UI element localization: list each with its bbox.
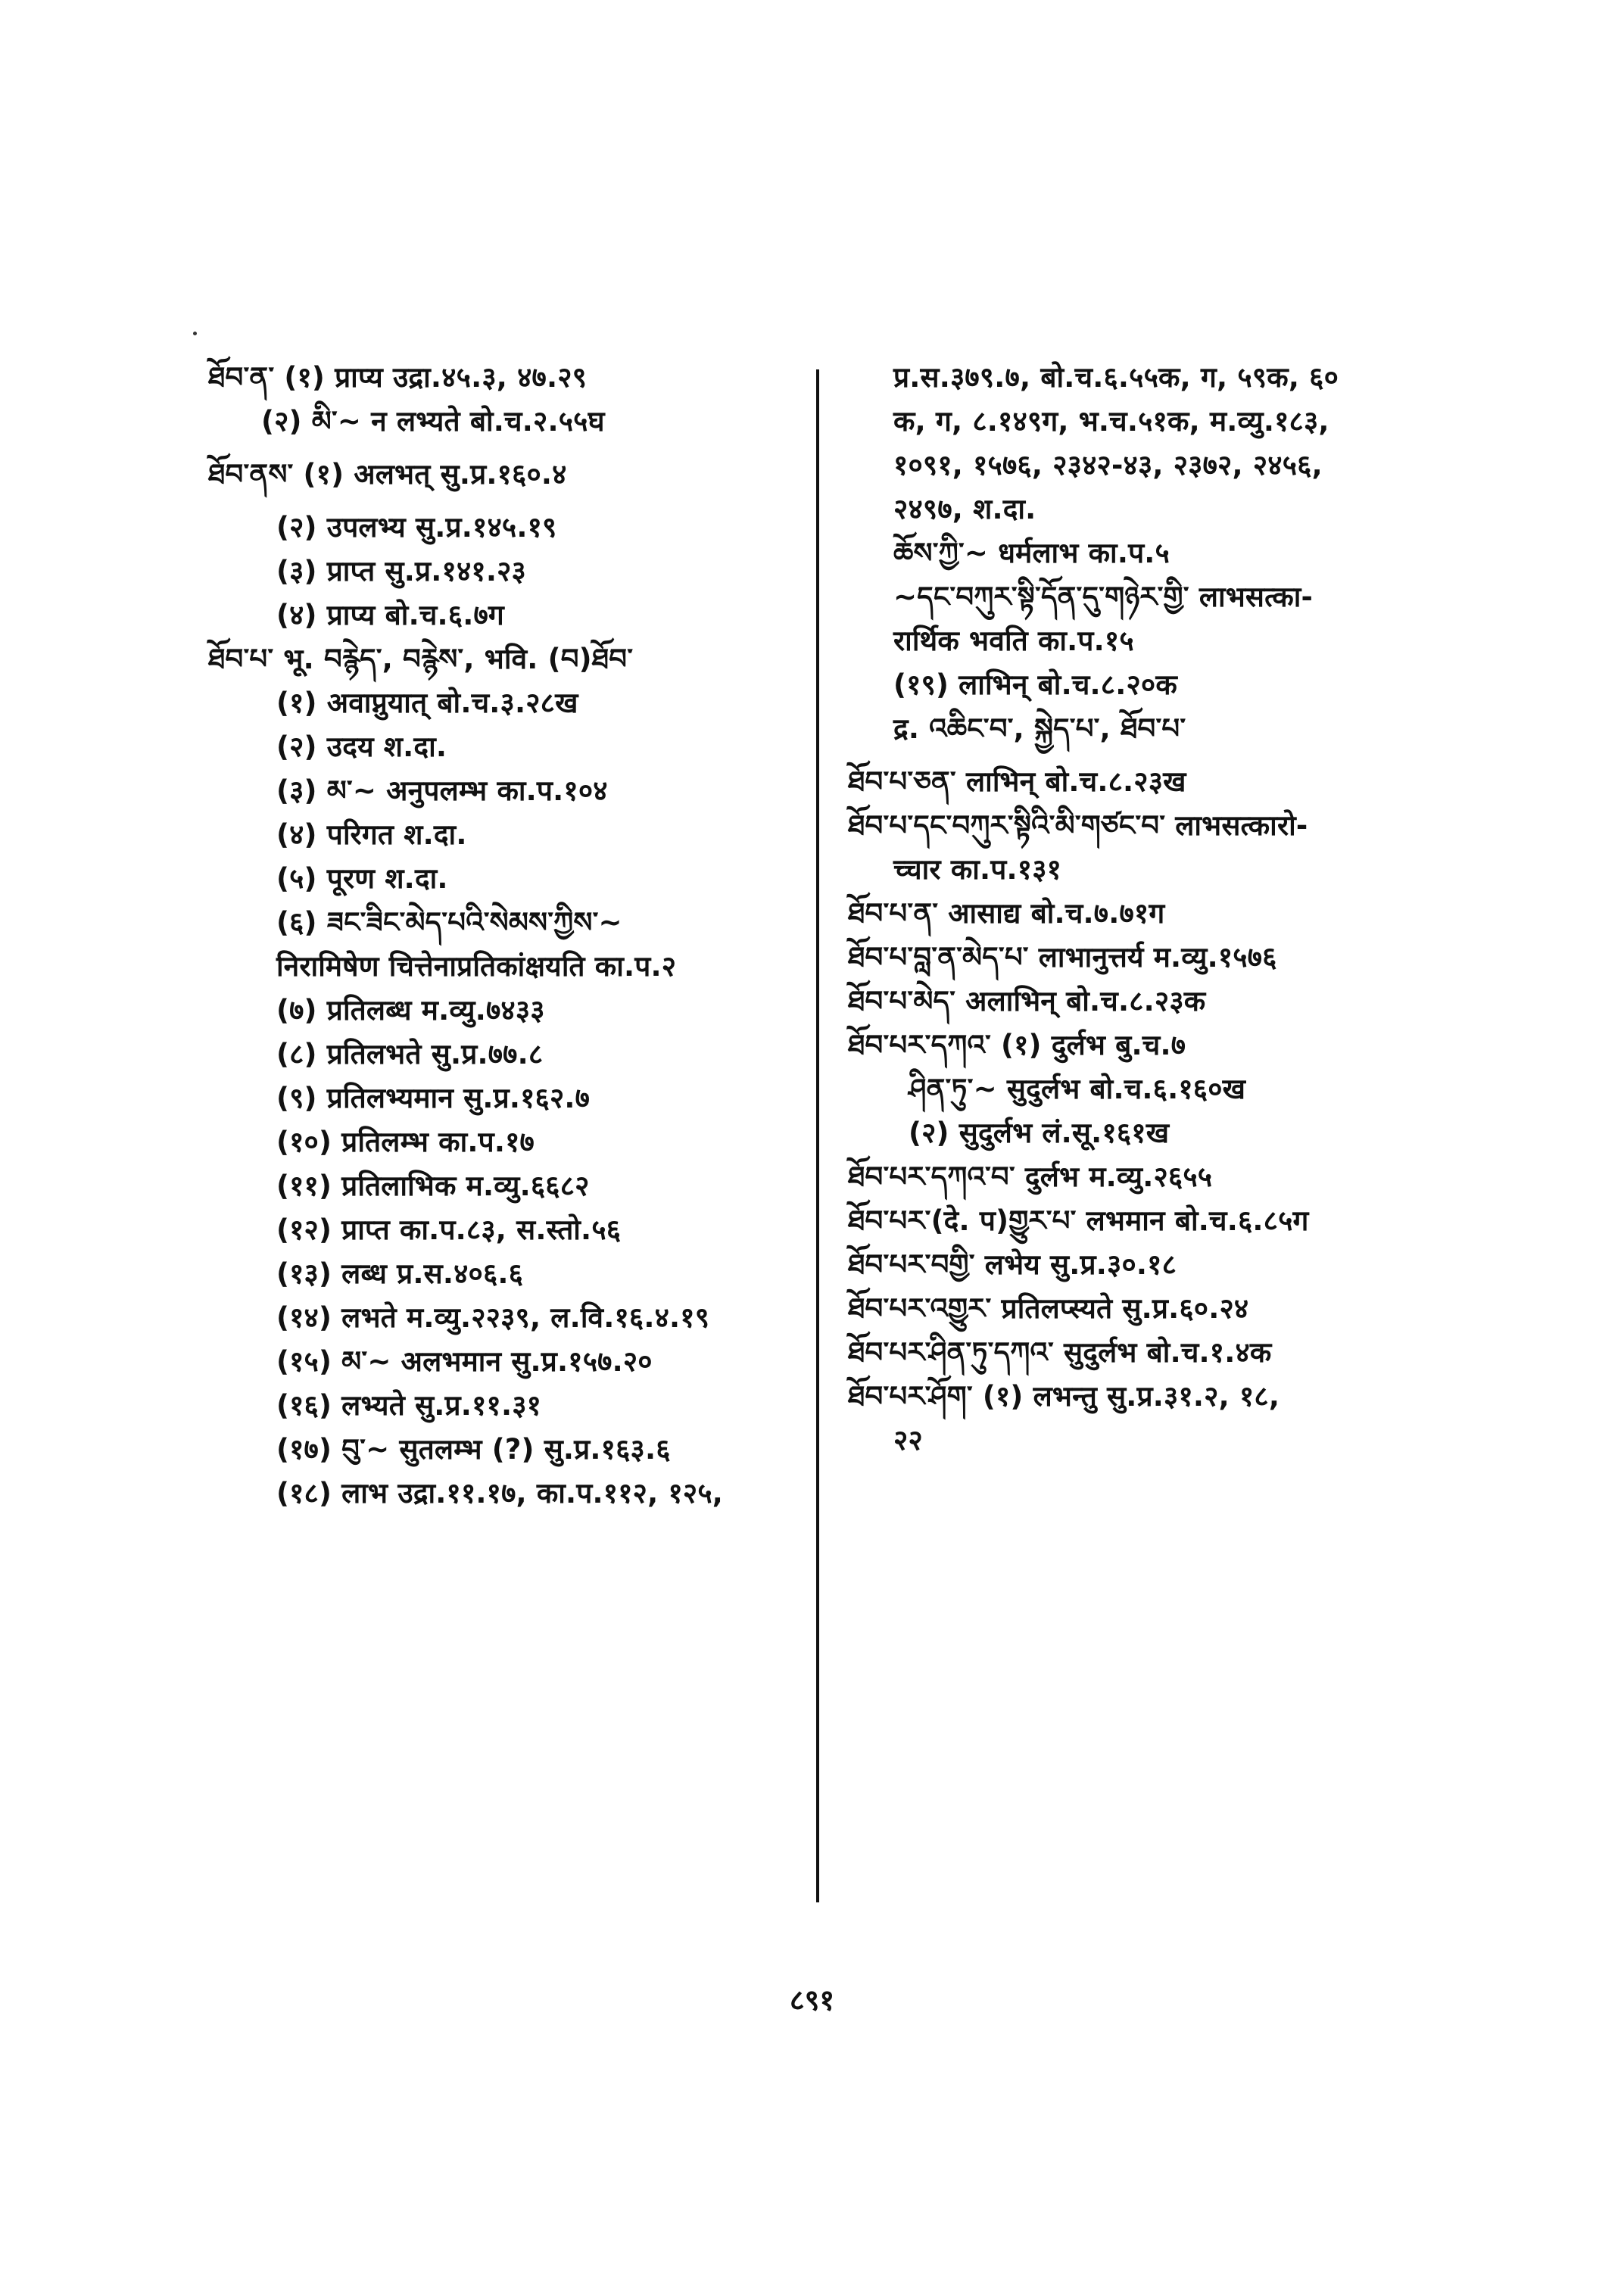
page-number: ८९१ — [789, 1983, 835, 2017]
left-column — [208, 356, 806, 1516]
entry-line: (४) प्राप्य बो.च.६.७ग — [276, 599, 504, 631]
entry-line: (१८) लाभ उद्रा.११.१७, का.प.११२, १२५, — [276, 1477, 724, 1509]
speck-mark — [193, 332, 197, 335]
entry-line: ཆོས་ཀྱི་~ धर्मलाभ का.प.५ — [893, 537, 1170, 569]
entry-line: (१९) लाभिन् बो.च.८.२०क — [893, 668, 1177, 701]
entry-line: ཐོབ་པ་ཅན་ लाभिन् बो.च.८.२३ख — [848, 765, 1186, 798]
entry-line: ཐོབ་པ་ན་ आसाद्य बो.च.७.७१ग — [848, 897, 1165, 930]
entry-line: प्र.स.३७९.७, बो.च.६.५५क, ग, ५९क, ६० — [893, 361, 1339, 394]
entry-line: (१५) མ་~ अलभमान सु.प्र.१५७.२० — [276, 1345, 653, 1378]
entry-line: (६) ཟང་ཟིང་མེད་པའི་སེམས་ཀྱིས་~ — [276, 906, 622, 939]
entry-line: (२) उदय श.दा. — [276, 731, 447, 763]
entry-line: ཐོབ་པར་བགྱི་ लभेय सु.प्र.३०.१८ — [848, 1248, 1177, 1281]
entry-line: ཐོབ་ན་ (१) प्राप्य उद्रा.४५.३, ४७.२९ — [208, 361, 588, 394]
entry-line: २४९७, श.दा. — [893, 493, 1036, 525]
entry-line: रार्थिक भवति का.प.१५ — [893, 625, 1134, 657]
entry-line: (१३) लब्ध प्र.स.४०६.६ — [276, 1257, 524, 1290]
entry-line: ཐོབ་པ་བླ་ན་མེད་པ་ लाभानुत्तर्य म.व्यु.१५७६ — [848, 941, 1277, 974]
entry-line: (१६) लभ्यते सु.प्र.११.३१ — [276, 1389, 542, 1422]
entry-line: (७) प्रतिलब्ध म.व्यु.७४३३ — [276, 994, 545, 1027]
entry-line: (४) परिगत श.दा. — [276, 818, 467, 851]
entry-line: (१७) བུ་~ सुतलम्भ (?) सु.प्र.१६३.६ — [276, 1433, 671, 1466]
entry-line: (८) प्रतिलभते सु.प्र.७७.८ — [276, 1038, 544, 1070]
entry-line: (१०) प्रतिलम्भ का.प.१७ — [276, 1126, 535, 1158]
entry-line: ཐོབ་པ་དང་བཀུར་སྟིའི་མི་གཙང་བ་ लाभसत्कारो- — [848, 809, 1308, 842]
entry-line: १०९१, १५७६, २३४२-४३, २३७२, २४५६, — [893, 449, 1323, 481]
entry-line: (३) प्राप्त सु.प्र.१४१.२३ — [276, 555, 526, 587]
entry-line: २२ — [893, 1424, 923, 1456]
entry-line: द्र. འཆིང་བ་, སྐྱེད་པ་, ཐོབ་པ་ — [893, 712, 1186, 745]
entry-line: ཐོབ་པ་མེད་ अलाभिन् बो.च.८.२३क — [848, 985, 1206, 1017]
entry-line: ཐོབ་པར་དཀའ་བ་ दुर्लभ म.व्यु.२६५५ — [848, 1161, 1213, 1193]
entry-line: (९) प्रतिलभ्यमान सु.प्र.१६२.७ — [276, 1082, 591, 1114]
entry-line: ཐོབ་པར་(दे. प)གྱུར་པ་ लभमान बो.च.६.८५ग — [848, 1204, 1309, 1237]
entry-line: (१४) लभते म.व्यु.२२३९, ल.वि.१६.४.१९ — [276, 1301, 710, 1334]
entry-line: (२) उपलभ्य सु.प्र.१४५.१९ — [276, 511, 557, 544]
entry-line: ཐོབ་པར་ཤོག་ (१) लभन्तु सु.प्र.३१.२, १८, — [848, 1380, 1280, 1413]
entry-line: ཐོབ་པར་དཀའ་ (१) दुर्लभ बु.च.७ — [848, 1029, 1186, 1061]
column-divider — [816, 369, 819, 1902]
entry-line: निरामिषेण चित्तेनाप्रतिकांक्षयति का.प.२ — [276, 950, 677, 983]
right-column — [848, 356, 1484, 1463]
entry-line: (५) पूरण श.दा. — [276, 862, 448, 895]
entry-line: क, ग, ८.१४९ग, भ.च.५१क, म.व्यु.१८३, — [893, 405, 1329, 438]
entry-line: ཤིན་ཏུ་~ सुदुर्लभ बो.च.६.१६०ख — [909, 1073, 1246, 1105]
entry-line: च्चार का.प.१३१ — [893, 853, 1062, 886]
entry-line: (२) མི་~ न लभ्यते बो.च.२.५५घ — [261, 405, 605, 438]
entry-line: ཐོབ་པར་ཤིན་ཏུ་དཀའ་ सुदुर्लभ बो.च.१.४क — [848, 1336, 1272, 1369]
entry-line: ཐོབ་ནས་ (१) अलभत् सु.प्र.१६०.४ — [208, 458, 567, 491]
entry-line: (१) अवाप्नुयात् बो.च.३.२८ख — [276, 687, 578, 719]
entry-line: ~དང་བཀུར་སྟི་དོན་དུ་གཉེར་གྱི་ लाभसत्का- — [893, 581, 1314, 613]
entry-line: (१२) प्राप्त का.प.८३, स.स्तो.५६ — [276, 1213, 622, 1246]
entry-line: ཐོབ་པ་ भू. བརྙེད་, བརྙེས་, भवि. (བ)ཐོབ་ — [208, 643, 634, 675]
entry-line: ཐོབ་པར་འགྱུར་ प्रतिलप्स्यते सु.प्र.६०.२४ — [848, 1292, 1249, 1325]
entry-line: (११) प्रतिलाभिक म.व्यु.६६८२ — [276, 1170, 590, 1202]
entry-line: (२) सुदुर्लभ लं.सू.१६१ख — [909, 1117, 1170, 1149]
entry-line: (३) མ་~ अनुपलम्भ का.प.१०४ — [276, 774, 608, 807]
